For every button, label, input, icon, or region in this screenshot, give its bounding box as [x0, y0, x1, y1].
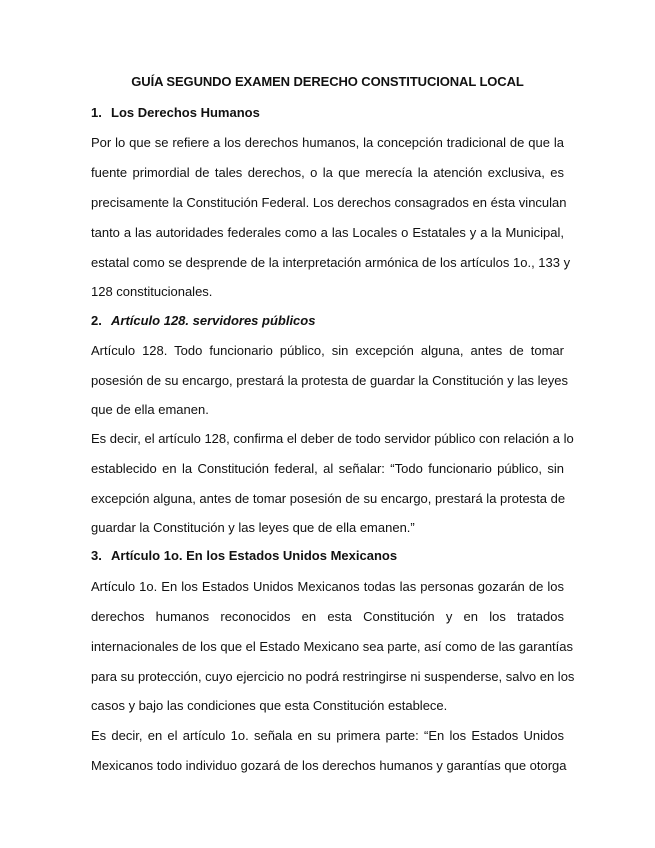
- section-2-paragraph-1-line: que de ella emanen.: [91, 402, 209, 417]
- section-2-paragraph-1-line: posesión de su encargo, prestará la protesta de guardar la Constitución y las leyes: [91, 373, 568, 388]
- section-3-paragraph-1-line: para su protección, cuyo ejercicio no podrá restringirse ni suspenderse, salvo en los: [91, 669, 575, 684]
- section-3-paragraph-2-line: Es decir, en el artículo 1o. señala en su primera parte: “En los Estados Unidos: [91, 728, 564, 743]
- section-1-line: 128 constitucionales.: [91, 284, 213, 299]
- section-3-paragraph-2-line: Mexicanos todo individuo gozará de los derechos humanos y garantías que otorga: [91, 758, 567, 773]
- section-1-title: Los Derechos Humanos: [111, 105, 260, 120]
- section-3-paragraph-1-line: derechos humanos reconocidos en esta Constitución y en los tratados: [91, 609, 564, 624]
- section-3-paragraph-1-line: internacionales de los que el Estado Mexicano sea parte, así como de las garantías: [91, 639, 574, 654]
- section-1-number: 1.: [91, 105, 102, 120]
- section-1-line: fuente primordial de tales derechos, o la que merecía la atención exclusiva, es: [91, 165, 564, 180]
- section-2-heading: [91, 311, 315, 331]
- section-2-paragraph-2-line: establecido en la Constitución federal, al señalar: “Todo funcionario público, sin: [91, 461, 564, 476]
- section-2-paragraph-2-line: Es decir, el artículo 128, confirma el deber de todo servidor público con relación a lo: [91, 431, 574, 446]
- section-2-paragraph-2-line: excepción alguna, antes de tomar posesión de su encargo, prestará la protesta de: [91, 491, 566, 506]
- section-1-heading: [91, 103, 260, 123]
- section-3-heading: [91, 546, 397, 566]
- section-3-paragraph-1-line: casos y bajo las condiciones que esta Constitución establece.: [91, 698, 448, 713]
- section-2-title: Artículo 128. servidores públicos: [111, 313, 316, 328]
- section-1-line: Por lo que se refiere a los derechos humanos, la concepción tradicional de que la: [91, 135, 564, 150]
- document-title: GUÍA SEGUNDO EXAMEN DERECHO CONSTITUCIONAL LOCAL: [131, 74, 524, 89]
- section-3-title: Artículo 1o. En los Estados Unidos Mexicanos: [111, 548, 398, 563]
- section-1-line: tanto a las autoridades federales como a las Locales o Estatales y a la Municipal,: [91, 225, 564, 240]
- section-3-paragraph-1-line: Artículo 1o. En los Estados Unidos Mexicanos todas las personas gozarán de los: [91, 579, 564, 594]
- section-2-paragraph-1-line: Artículo 128. Todo funcionario público, sin excepción alguna, antes de tomar: [91, 343, 564, 358]
- section-1-line: estatal como se desprende de la interpretación armónica de los artículos 1o., 133 y: [91, 255, 571, 270]
- section-2-number: 2.: [91, 313, 102, 328]
- section-3-number: 3.: [91, 548, 102, 563]
- section-2-paragraph-2-line: guardar la Constitución y las leyes que de ella emanen.”: [91, 520, 415, 535]
- section-1-line: precisamente la Constitución Federal. Los derechos consagrados en ésta vinculan: [91, 195, 567, 210]
